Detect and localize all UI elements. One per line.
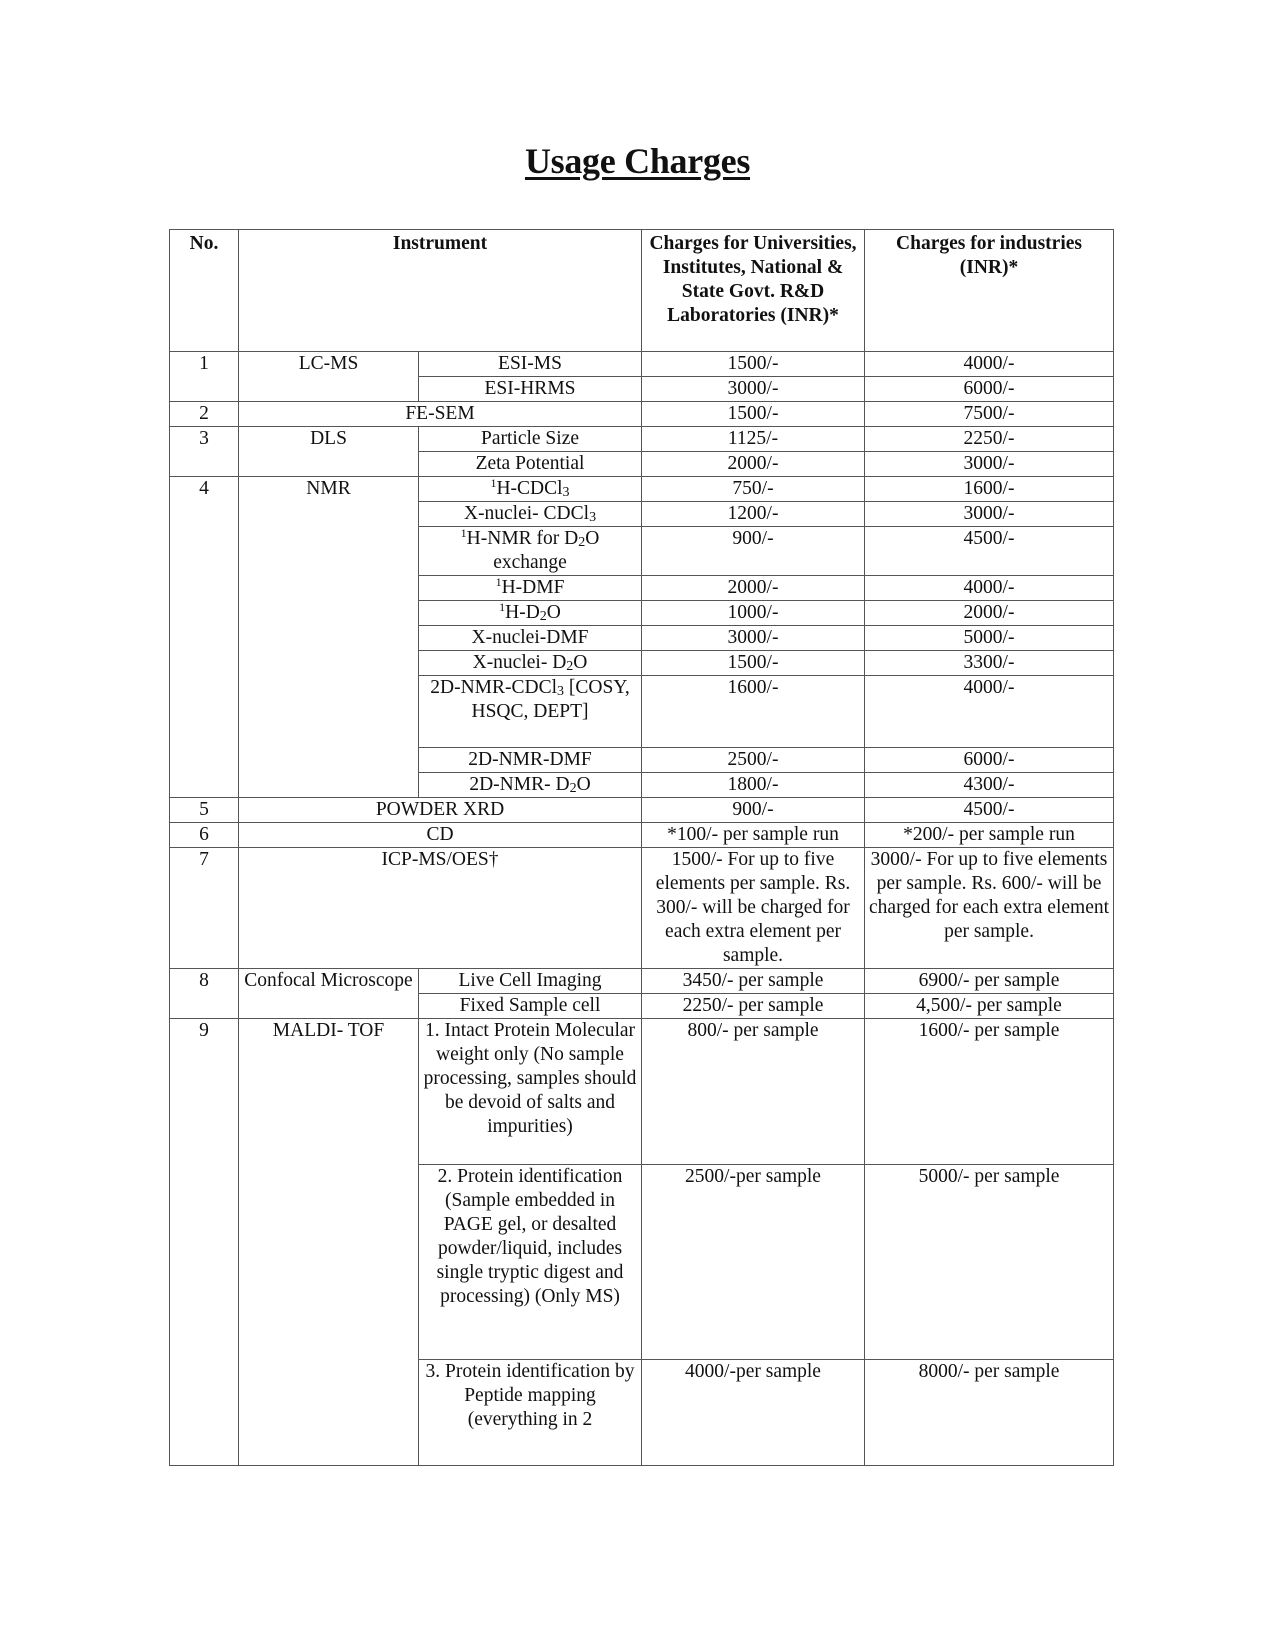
sub-instrument-label: 2D-NMR-CDCl <box>430 677 558 698</box>
subscript: 2 <box>566 659 574 674</box>
superscript: 1 <box>490 476 497 490</box>
charge-universities: 2500/- <box>642 748 865 773</box>
charge-universities: 1000/- <box>642 601 865 626</box>
charge-universities: 800/- per sample <box>642 1019 865 1165</box>
sub-instrument <box>419 1360 642 1466</box>
page-title <box>0 140 1275 182</box>
charge-universities: 1500/- <box>642 352 865 377</box>
instrument-name: LC-MS <box>239 352 419 402</box>
instrument-name: MALDI- TOF <box>239 1019 419 1466</box>
sub-instrument <box>419 452 642 477</box>
charge-industries: 3000/- <box>865 502 1114 527</box>
sub-instrument <box>419 477 642 502</box>
charge-universities: 3000/- <box>642 626 865 651</box>
charge-universities: 1500/- <box>642 402 865 427</box>
sub-instrument-label: H-CDCl <box>496 478 563 499</box>
row-number: 7 <box>170 848 239 969</box>
sub-instrument <box>419 427 642 452</box>
instrument-name: POWDER XRD <box>239 798 642 823</box>
sub-instrument <box>419 352 642 377</box>
charge-industries: 3300/- <box>865 651 1114 676</box>
charge-industries: 6900/- per sample <box>865 969 1114 994</box>
row-number: 5 <box>170 798 239 823</box>
table-row <box>170 1019 1114 1165</box>
sub-instrument-label: ESI-MS <box>498 353 562 374</box>
row-number: 3 <box>170 427 239 477</box>
subscript: 2 <box>539 609 547 624</box>
header-universities: Charges for Universities, Institutes, National & State Govt. R&D Laboratories (INR)* <box>642 230 865 352</box>
table-row <box>170 477 1114 502</box>
charge-industries: 4500/- <box>865 798 1114 823</box>
row-number: 1 <box>170 352 239 402</box>
row-number: 9 <box>170 1019 239 1466</box>
sub-instrument-label: X-nuclei-DMF <box>471 627 589 648</box>
charge-universities: 3450/- per sample <box>642 969 865 994</box>
instrument-name: Confocal Microscope <box>239 969 419 1019</box>
sub-instrument-label: Particle Size <box>481 428 580 449</box>
sub-instrument-label-tail: O <box>576 774 591 795</box>
sub-instrument <box>419 676 642 748</box>
superscript: 1 <box>495 575 502 589</box>
charge-industries: 3000/- For up to five elements per sample. Rs. 600/- will be charged for each extra element per sample. <box>865 848 1114 969</box>
charge-industries: *200/- per sample run <box>865 823 1114 848</box>
table-header-row <box>170 230 1114 352</box>
charge-industries: 4000/- <box>865 576 1114 601</box>
sub-instrument-label-tail: O <box>573 652 588 673</box>
sub-instrument-label: 2D-NMR-DMF <box>468 749 592 770</box>
sub-instrument-label-tail: [COSY, HSQC, DEPT] <box>471 677 630 722</box>
charge-universities: 1125/- <box>642 427 865 452</box>
charge-industries: 6000/- <box>865 377 1114 402</box>
sub-instrument <box>419 651 642 676</box>
sub-instrument-label-tail: O <box>546 602 561 623</box>
sub-instrument <box>419 527 642 576</box>
sub-instrument-label: Zeta Potential <box>475 453 585 474</box>
sub-instrument-label: Live Cell Imaging <box>458 970 602 991</box>
table-body <box>170 352 1114 1466</box>
sub-instrument-label: X-nuclei- CDCl <box>463 503 590 524</box>
charge-industries: 1600/- per sample <box>865 1019 1114 1165</box>
charge-industries: 6000/- <box>865 748 1114 773</box>
sub-instrument <box>419 626 642 651</box>
sub-instrument-label: H-NMR for D <box>466 528 579 549</box>
charge-universities: *100/- per sample run <box>642 823 865 848</box>
charge-universities: 1500/- <box>642 651 865 676</box>
charge-universities: 1200/- <box>642 502 865 527</box>
header-no: No. <box>170 230 239 352</box>
instrument-name: CD <box>239 823 642 848</box>
sub-instrument-label: 3. Protein identification by Peptide mapping (everything in 2 <box>425 1361 635 1430</box>
table-row <box>170 848 1114 969</box>
sub-instrument <box>419 1019 642 1165</box>
instrument-name: NMR <box>239 477 419 798</box>
usage-charges-table <box>169 229 1114 1466</box>
instrument-name: FE-SEM <box>239 402 642 427</box>
sub-instrument-label: 1. Intact Protein Molecular weight only (No sample processing, samples should be devoid of salts and impurities) <box>423 1020 637 1137</box>
row-number: 2 <box>170 402 239 427</box>
charge-universities: 750/- <box>642 477 865 502</box>
charge-industries: 3000/- <box>865 452 1114 477</box>
sub-instrument <box>419 748 642 773</box>
charge-industries: 5000/- <box>865 626 1114 651</box>
charge-universities: 2000/- <box>642 452 865 477</box>
sub-instrument-label: 2D-NMR- D <box>469 774 570 795</box>
sub-instrument <box>419 969 642 994</box>
instrument-name: ICP-MS/OES† <box>239 848 642 969</box>
charge-universities: 1500/- For up to five elements per sample. Rs. 300/- will be charged for each extra element per sample. <box>642 848 865 969</box>
charge-industries: 4000/- <box>865 676 1114 748</box>
charge-industries: 5000/- per sample <box>865 1165 1114 1360</box>
subscript: 3 <box>557 684 565 699</box>
charge-universities: 900/- <box>642 527 865 576</box>
charge-industries: 1600/- <box>865 477 1114 502</box>
row-number: 4 <box>170 477 239 798</box>
table-row <box>170 402 1114 427</box>
sub-instrument <box>419 1165 642 1360</box>
charge-universities: 2000/- <box>642 576 865 601</box>
charge-universities: 2250/- per sample <box>642 994 865 1019</box>
sub-instrument-label: ESI-HRMS <box>484 378 576 399</box>
superscript: 1 <box>499 600 506 614</box>
row-number: 6 <box>170 823 239 848</box>
sub-instrument <box>419 377 642 402</box>
charge-universities: 3000/- <box>642 377 865 402</box>
subscript: 2 <box>578 535 586 550</box>
sub-instrument-label: 2. Protein identification (Sample embedded in PAGE gel, or desalted powder/liquid, includes single tryptic digest and processing) (Only MS) <box>436 1166 624 1307</box>
table-row <box>170 427 1114 452</box>
header-industries: Charges for industries (INR)* <box>865 230 1114 352</box>
charge-universities: 900/- <box>642 798 865 823</box>
sub-instrument-label: Fixed Sample cell <box>459 995 601 1016</box>
row-number: 8 <box>170 969 239 1019</box>
sub-instrument <box>419 994 642 1019</box>
charge-universities: 1600/- <box>642 676 865 748</box>
charge-industries: 4300/- <box>865 773 1114 798</box>
charge-industries: 4,500/- per sample <box>865 994 1114 1019</box>
table-row <box>170 798 1114 823</box>
sub-instrument <box>419 576 642 601</box>
sub-instrument-label: H-D <box>505 602 540 623</box>
table-row <box>170 969 1114 994</box>
superscript: 1 <box>460 526 467 540</box>
table-row <box>170 823 1114 848</box>
sub-instrument <box>419 502 642 527</box>
charge-industries: 8000/- per sample <box>865 1360 1114 1466</box>
subscript: 3 <box>562 485 570 500</box>
instrument-name: DLS <box>239 427 419 477</box>
header-instrument: Instrument <box>239 230 642 352</box>
sub-instrument-label: H-DMF <box>501 577 565 598</box>
charge-industries: 4500/- <box>865 527 1114 576</box>
charge-universities: 2500/-per sample <box>642 1165 865 1360</box>
charge-industries: 2000/- <box>865 601 1114 626</box>
charge-industries: 7500/- <box>865 402 1114 427</box>
charge-industries: 4000/- <box>865 352 1114 377</box>
table-row <box>170 352 1114 377</box>
sub-instrument-label-tail: O exchange <box>493 528 600 573</box>
charge-universities: 1800/- <box>642 773 865 798</box>
sub-instrument-label: X-nuclei- D <box>472 652 567 673</box>
subscript: 2 <box>569 781 577 796</box>
sub-instrument <box>419 601 642 626</box>
title-text: Usage Charges <box>524 141 751 181</box>
sub-instrument <box>419 773 642 798</box>
charge-industries: 2250/- <box>865 427 1114 452</box>
subscript: 3 <box>589 510 597 525</box>
charge-universities: 4000/-per sample <box>642 1360 865 1466</box>
